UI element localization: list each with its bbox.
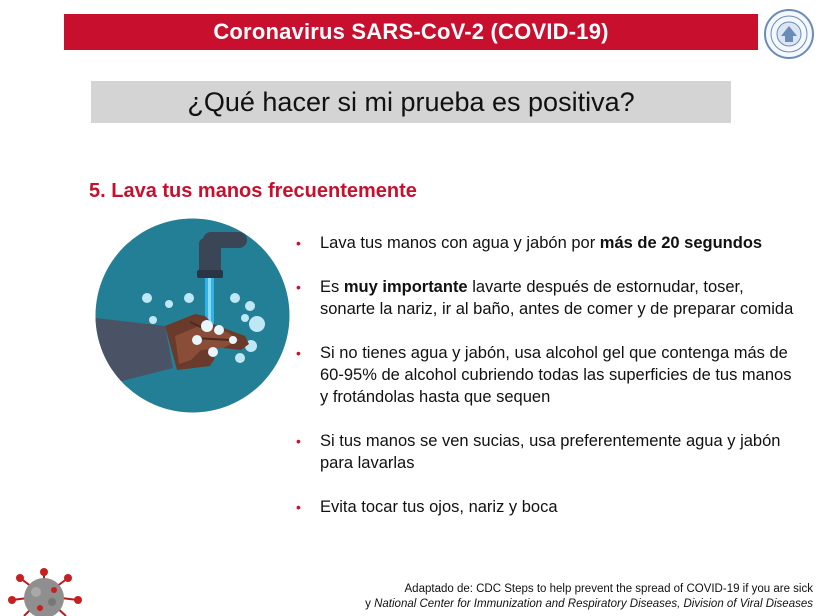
source-credit xyxy=(365,582,813,612)
list-item: • Si tus manos se ven sucias, usa preferentemente agua y jabón para lavarlas xyxy=(296,432,781,472)
subtitle-box xyxy=(91,81,731,123)
handwashing-illustration xyxy=(95,218,290,413)
subtitle-text: ¿Qué hacer si mi prueba es positiva? xyxy=(187,86,635,117)
credit-line-1: Adaptado de: CDC Steps to help prevent the spread of COVID-19 if you are sick xyxy=(404,583,813,595)
bullet-dot-icon: • xyxy=(296,279,301,295)
bullet-dot-icon: • xyxy=(296,235,301,251)
coronavirus-icon xyxy=(0,566,92,616)
bullet-dot-icon: • xyxy=(296,499,301,515)
list-item: • Es muy importante lavarte después de estornudar, toser, sonarte la nariz, ir al baño, antes de comer y de preparar comida xyxy=(296,278,794,318)
title-banner xyxy=(64,14,758,50)
instruction-list xyxy=(296,232,796,540)
banner-title: Coronavirus SARS-CoV-2 (COVID-19) xyxy=(213,19,609,44)
list-item: • Lava tus manos con agua y jabón por más de 20 segundos xyxy=(296,234,763,252)
list-item: • Evita tocar tus ojos, nariz y boca xyxy=(296,498,558,516)
section-title: 5. Lava tus manos frecuentemente xyxy=(89,180,417,202)
institution-seal-icon xyxy=(763,8,815,60)
list-item: • Si no tienes agua y jabón, usa alcohol gel que contenga más de 60-95% de alcohol cubriendo todas las superficies de tus manos y frotándolas hasta que sequen xyxy=(296,344,792,406)
credit-line-2: y National Center for Immunization and Respiratory Diseases, Division of Viral Diseases xyxy=(365,598,813,610)
bullet-dot-icon: • xyxy=(296,433,301,449)
bullet-dot-icon: • xyxy=(296,345,301,361)
